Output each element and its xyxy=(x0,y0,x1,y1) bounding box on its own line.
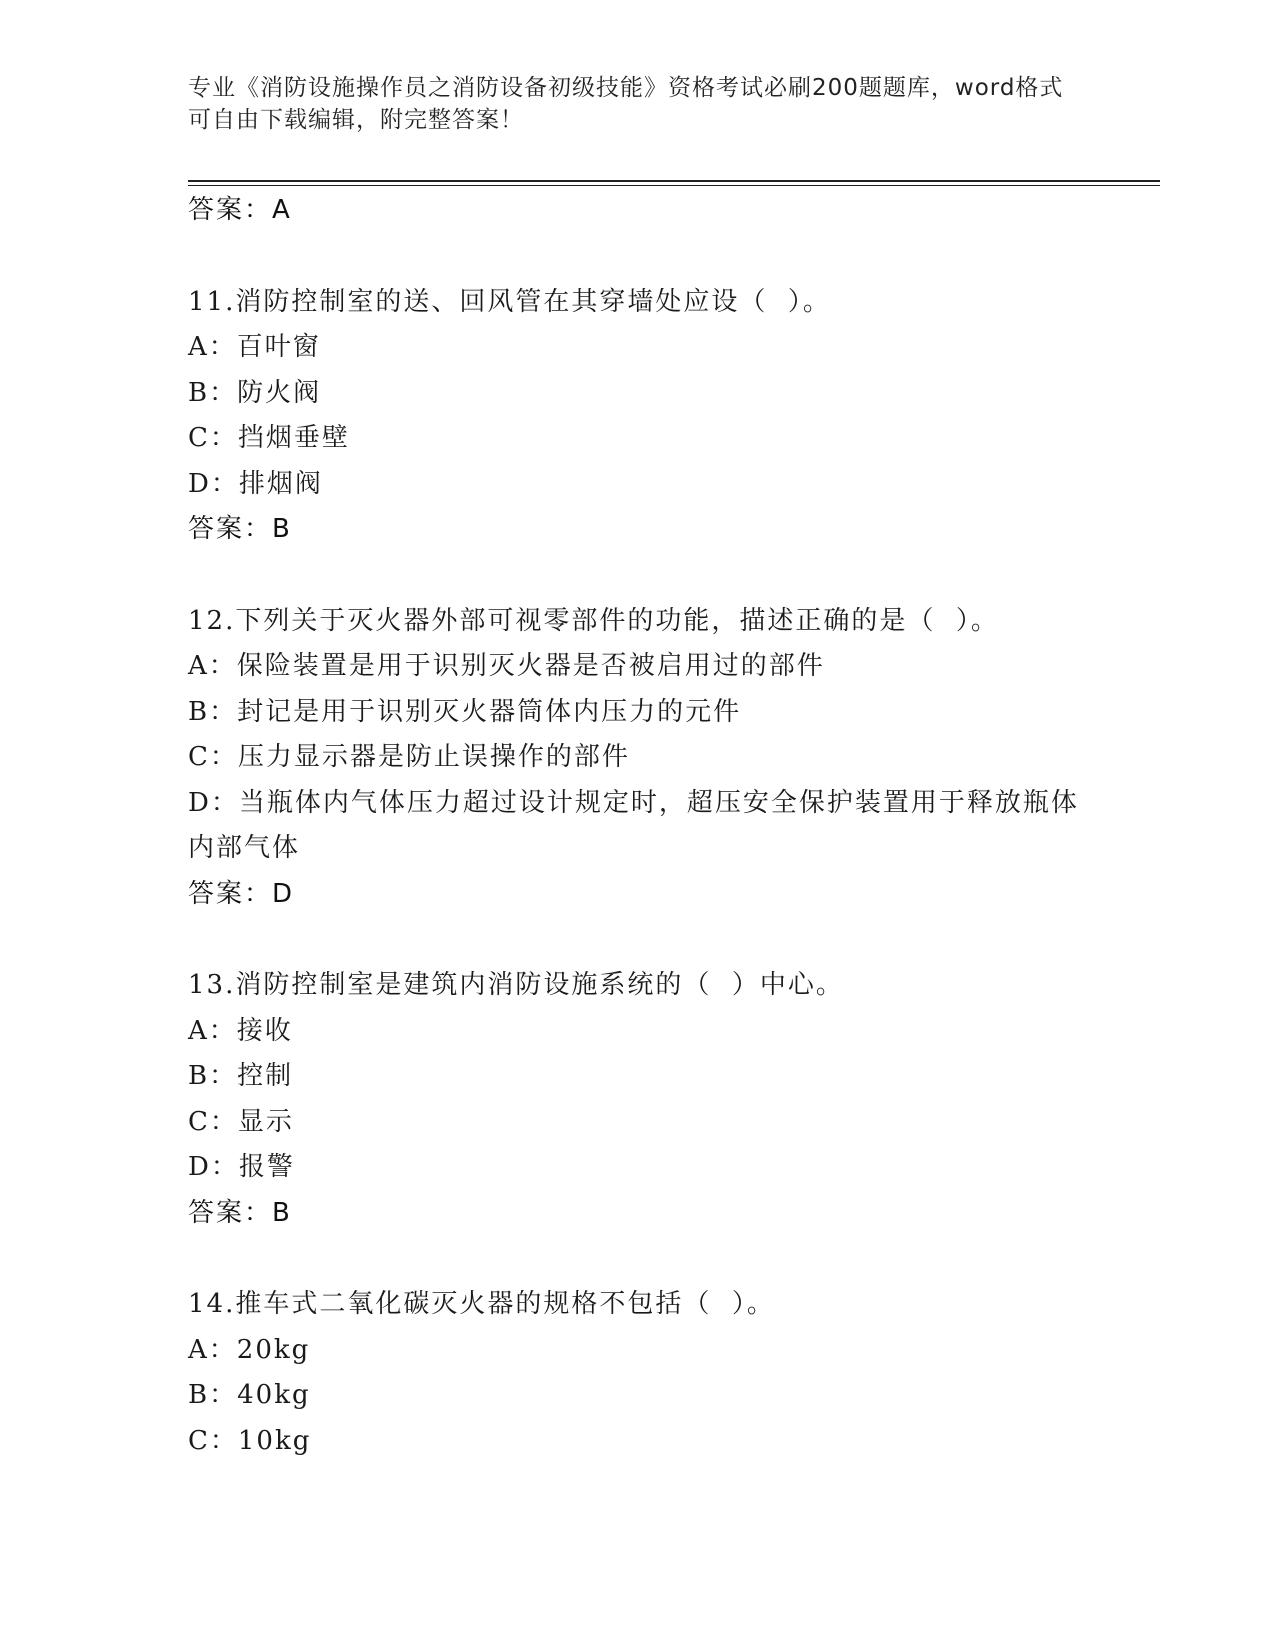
option-a: A：百叶窗 xyxy=(188,332,321,362)
option-a: A：20kg xyxy=(188,1334,311,1365)
option-a: A：保险装置是用于识别灭火器是否被启用过的部件 xyxy=(188,651,825,681)
question-stem: 14.推车式二氧化碳灭火器的规格不包括（ ）。 xyxy=(188,1289,775,1319)
answer-line: 答案：B xyxy=(188,1197,292,1228)
option-c: C：压力显示器是防止误操作的部件 xyxy=(188,742,630,772)
question-stem: 12.下列关于灭火器外部可视零部件的功能，描述正确的是（ ）。 xyxy=(188,605,999,636)
option-c: C：显示 xyxy=(188,1106,294,1137)
option-b: B：控制 xyxy=(188,1061,294,1091)
option-b: B：封记是用于识别灭火器筒体内压力的元件 xyxy=(188,696,742,727)
question-14 xyxy=(188,1282,1088,1464)
header-divider-thin xyxy=(188,185,1160,186)
option-d: D：当瓶体内气体压力超过设计规定时，超压安全保护装置用于释放瓶体内部气体 xyxy=(188,787,1079,863)
question-13 xyxy=(188,963,1088,1236)
option-a: A：接收 xyxy=(188,1015,293,1046)
answer-line: 答案：A xyxy=(188,195,292,225)
question-stem: 13.消防控制室是建筑内消防设施系统的（ ）中心。 xyxy=(188,970,844,1000)
question-stem: 11.消防控制室的送、回风管在其穿墙处应设（ ）。 xyxy=(188,286,831,317)
option-c: C：挡烟垂壁 xyxy=(188,423,350,453)
option-b: B：防火阀 xyxy=(188,377,322,408)
option-b: B：40kg xyxy=(188,1380,311,1410)
answer-line: 答案：D xyxy=(188,878,295,909)
question-11 xyxy=(188,280,1088,553)
question-12 xyxy=(188,599,1088,918)
header-divider-thick xyxy=(188,180,1160,182)
option-d: D：报警 xyxy=(188,1152,295,1182)
answer-line: 答案：B xyxy=(188,514,292,544)
option-d: D：排烟阀 xyxy=(188,468,323,499)
document-header: 专业《消防设施操作员之消防设备初级技能》资格考试必刷200题题库，word格式可自由下载编辑，附完整答案！ xyxy=(188,75,1064,133)
question-list xyxy=(188,188,1088,1464)
option-c: C：10kg xyxy=(188,1425,312,1456)
